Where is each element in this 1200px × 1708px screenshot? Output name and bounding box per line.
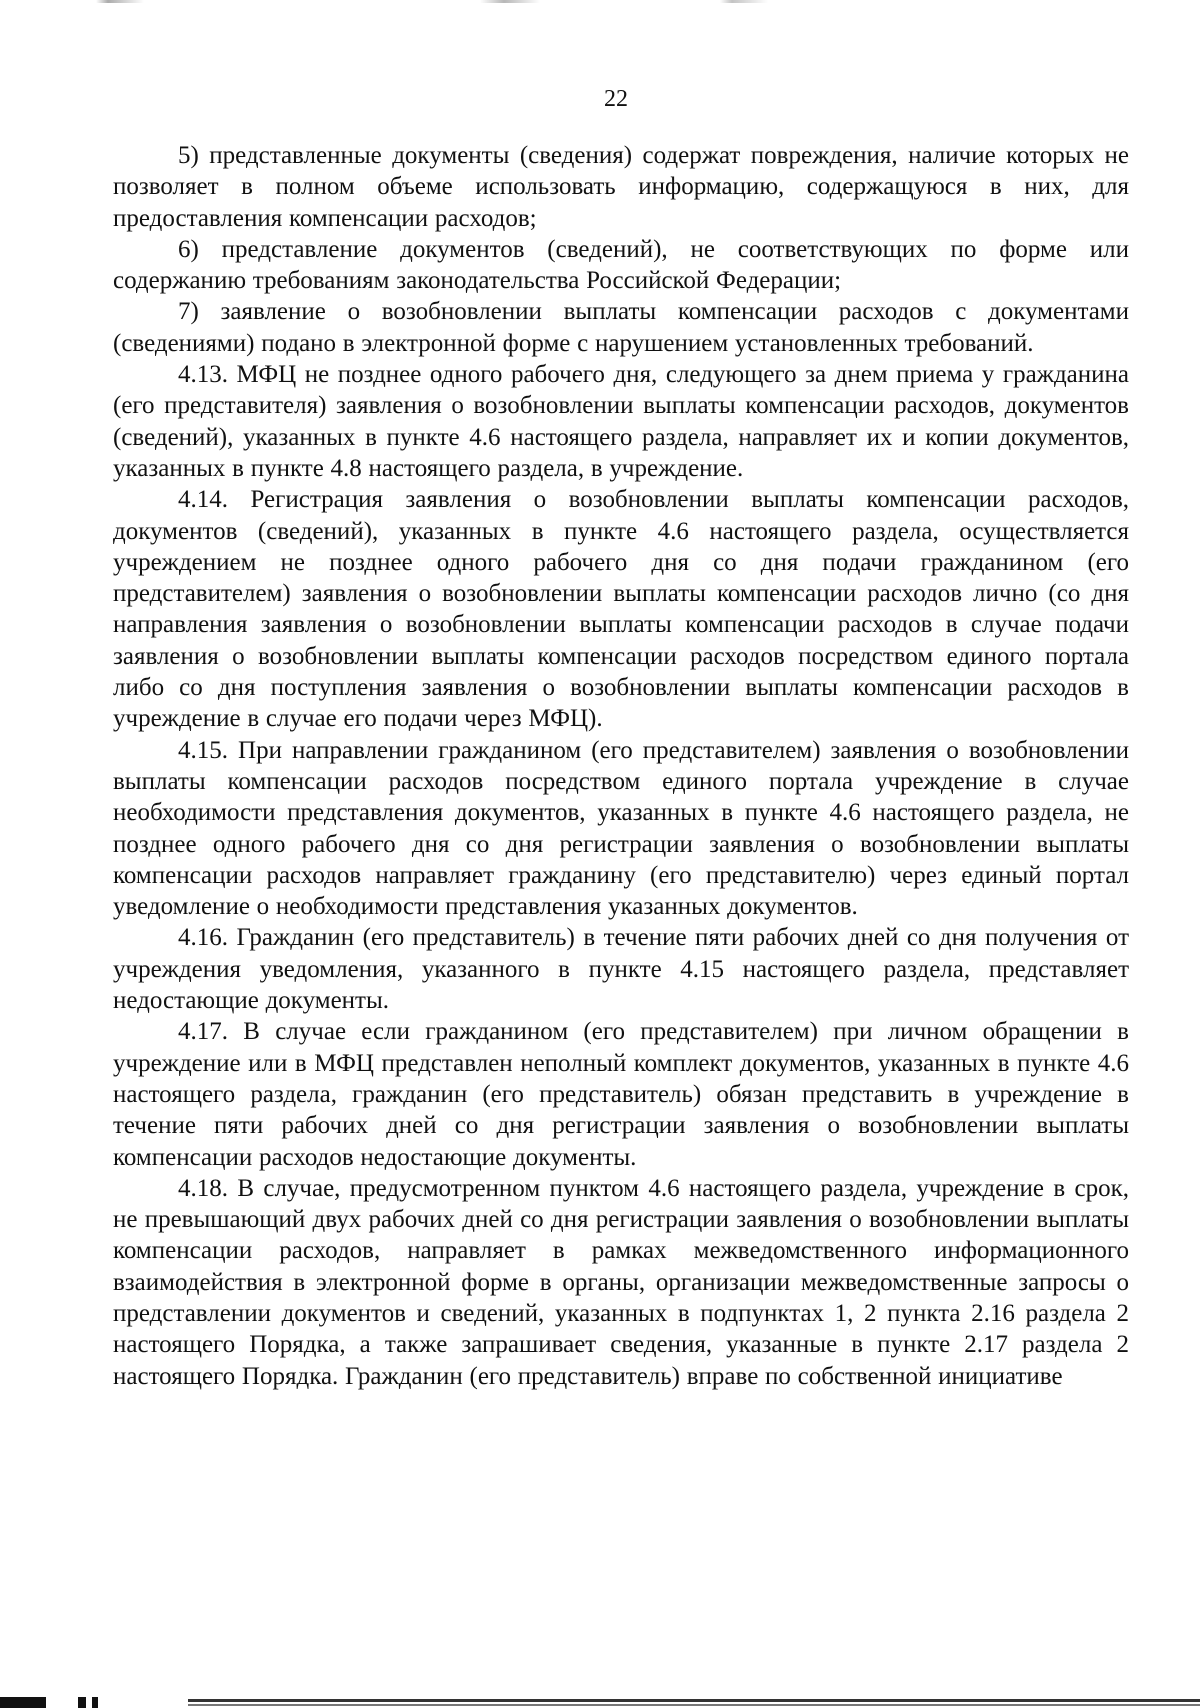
paragraph-4-14: 4.14. Регистрация заявления о возобновлении выплаты компенсации расходов, документов (сведений), указанных в пункте 4.6 настоящего раздела, осуществляется учреждением не позднее одного рабочего дня со дня подачи гражданином (его представителем) заявления о возобновлении выплаты компенсации расходов лично (со дня направления заявления о возобновлении выплаты компенсации расходов в случае подачи заявления о возобновлении выплаты компенсации расходов посредством единого портала либо со дня поступления заявления о возобновлении выплаты компенсации расходов в учреждение в случае его подачи через МФЦ).: [113, 486, 1129, 733]
scan-mark: [78, 1697, 86, 1708]
paragraph-4-17: 4.17. В случае если гражданином (его представителем) при личном обращении в учреждение или в МФЦ представлен неполный комплект документов, указанных в пункте 4.6 настоящего раздела, гражданин (его представитель) обязан представить в учреждение в течение пяти рабочих дней со дня регистрации заявления о возобновлении выплаты компенсации расходов недостающие документы.: [113, 1018, 1129, 1171]
paragraph-item-6: 6) представление документов (сведений), не соответствующих по форме или содержанию требованиям законодательства Российской Федерации;: [113, 235, 1129, 295]
scan-bottom-line: [188, 1699, 1200, 1702]
document-body: [113, 140, 1129, 1392]
paragraph-4-16: 4.16. Гражданин (его представитель) в течение пяти рабочих дней со дня получения от учреждения уведомления, указанного в пункте 4.15 настоящего раздела, представляет недостающие документы.: [113, 924, 1129, 1015]
paragraph-4-13: 4.13. МФЦ не позднее одного рабочего дня, следующего за днем приема у гражданина (его представителя) заявления о возобновлении выплаты компенсации расходов, документов (сведений), указанных в пункте 4.6 настоящего раздела, направляет их и копии документов, указанных в пункте 4.8 настоящего раздела, в учреждение.: [113, 361, 1129, 482]
scan-mark: [92, 1697, 98, 1708]
paragraph-4-18: 4.18. В случае, предусмотренном пунктом 4.6 настоящего раздела, учреждение в срок, не превышающий двух рабочих дней со дня регистрации заявления о возобновлении выплаты компенсации расходов, направляет в рамках межведомственного информационного взаимодействия в электронной форме в органы, организации межведомственные запросы о представлении документов и сведений, указанных в подпунктах 1, 2 пункта 2.16 раздела 2 настоящего Порядка, а также запрашивает сведения, указанные в пункте 2.17 раздела 2 настоящего Порядка. Гражданин (его представитель) вправе по собственной инициативе: [113, 1174, 1129, 1390]
scan-top-edge: [0, 0, 1200, 3]
scan-mark: [0, 1697, 46, 1708]
page-number: 22: [604, 86, 628, 112]
scan-bottom-line: [188, 1704, 1200, 1706]
paragraph-item-7: 7) заявление о возобновлении выплаты компенсации расходов с документами (сведениями) подано в электронной форме с нарушением установленных требований.: [113, 298, 1129, 357]
paragraph-4-15: 4.15. При направлении гражданином (его представителем) заявления о возобновлении выплаты компенсации расходов посредством единого портала учреждение в случае необходимости представления документов, указанных в пункте 4.6 настоящего раздела, не позднее одного рабочего дня со дня регистрации заявления о возобновлении выплаты компенсации расходов направляет гражданину (его представителю) через единый портал уведомление о необходимости представления указанных документов.: [113, 736, 1129, 921]
paragraph-item-5: 5) представленные документы (сведения) содержат повреждения, наличие которых не позволяет в полном объеме использовать информацию, содержащуюся в них, для предоставления компенсации расходов;: [113, 142, 1129, 232]
